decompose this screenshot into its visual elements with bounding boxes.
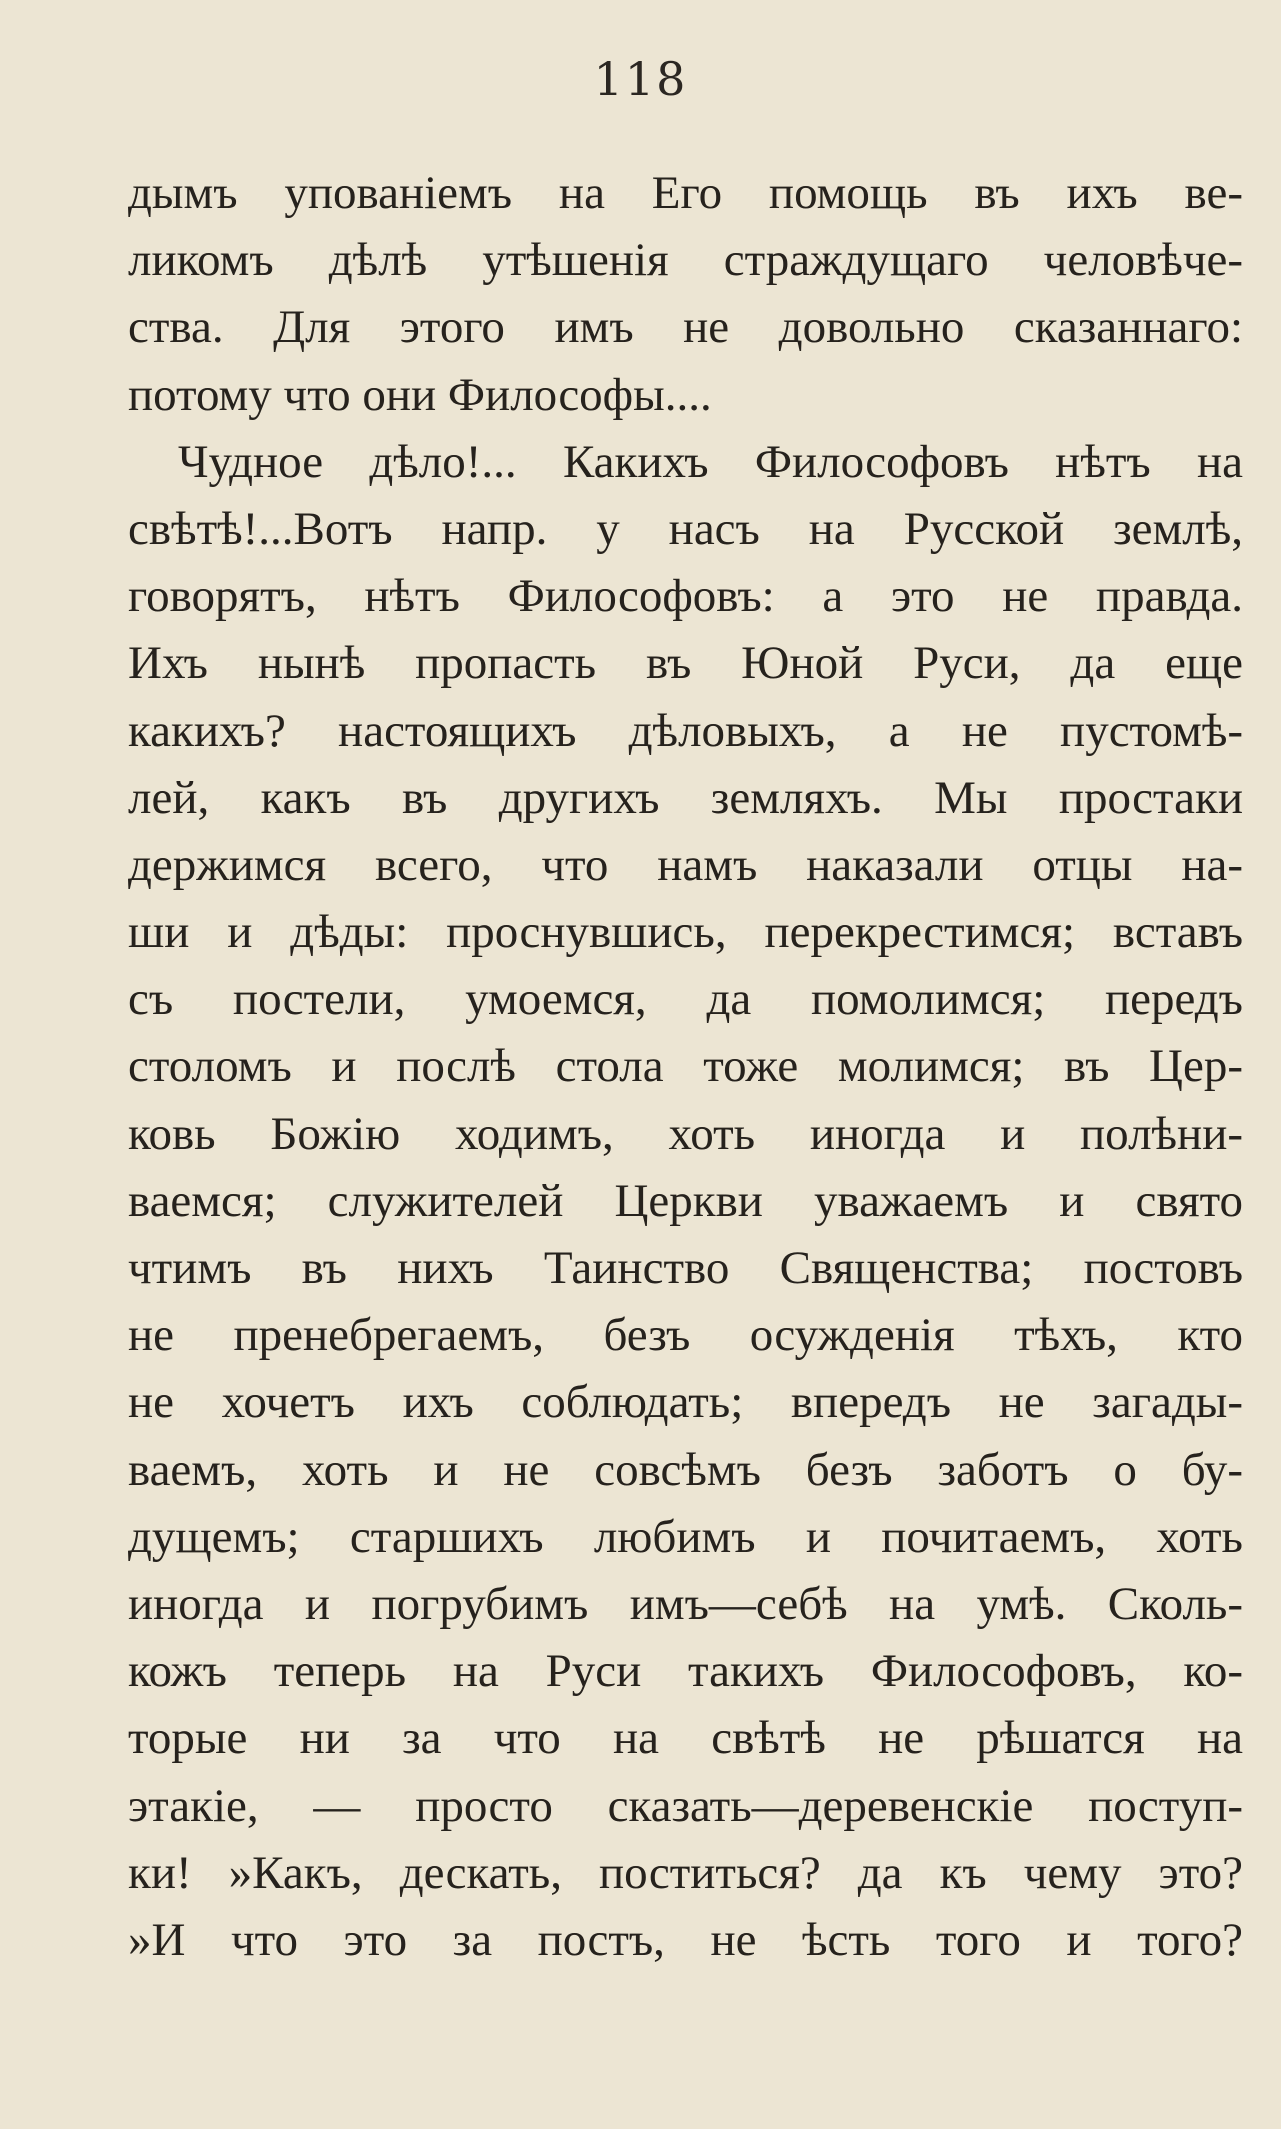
body-text: [128, 160, 1243, 1974]
text-line: столомъ и послѣ стола тоже молимся; въ Цер-: [128, 1040, 1243, 1093]
text-line: ваемъ, хоть и не совсѣмъ безъ заботъ о бу-: [128, 1443, 1243, 1496]
text-line: ваемся; служителей Церкви уважаемъ и свято: [128, 1174, 1243, 1227]
text-line: торые ни за что на свѣтѣ не рѣшатся на: [128, 1712, 1243, 1765]
text-line: потому что они Философы....: [128, 368, 712, 421]
text-line: ства. Для этого имъ не довольно сказаннаго:: [128, 301, 1243, 354]
text-line: кожъ теперь на Руси такихъ Философовъ, ко-: [128, 1645, 1243, 1698]
paragraph-start-line: Чудное дѣло!... Какихъ Философовъ нѣтъ на: [178, 435, 1243, 488]
text-line: ковь Божію ходимъ, хоть иногда и полѣни-: [128, 1107, 1243, 1160]
text-line: дущемъ; старшихъ любимъ и почитаемъ, хоть: [128, 1510, 1243, 1563]
text-line: иногда и погрубимъ имъ—себѣ на умѣ. Сколь-: [128, 1577, 1243, 1630]
text-line: дымъ упованіемъ на Его помощь въ ихъ ве-: [128, 167, 1243, 219]
text-line: держимся всего, что намъ наказали отцы на-: [128, 838, 1243, 891]
text-line: »И что это за постъ, не ѣсть того и того?: [128, 1913, 1243, 1966]
text-line: этакіе, — просто сказать—деревенскіе поступ-: [128, 1779, 1243, 1832]
text-line: говорятъ, нѣтъ Философовъ: а это не правда.: [128, 570, 1243, 623]
text-line: какихъ? настоящихъ дѣловыхъ, а не пустомѣ-: [128, 704, 1243, 757]
text-line: Ихъ нынѣ пропасть въ Юной Руси, да еще: [128, 637, 1243, 690]
page-number: 118: [593, 52, 688, 106]
text-line: ши и дѣды: проснувшись, перекрестимся; вставъ: [128, 906, 1243, 959]
text-line: ликомъ дѣлѣ утѣшенія страждущаго человѣче-: [128, 234, 1243, 287]
text-line: не пренебрегаемъ, безъ осужденія тѣхъ, кто: [128, 1309, 1243, 1362]
text-line: съ постели, умоемся, да помолимся; передъ: [128, 973, 1243, 1026]
text-line: ки! »Какъ, дескать, поститься? да къ чему это?: [128, 1846, 1243, 1899]
text-line: не хочетъ ихъ соблюдать; впередъ не загады-: [128, 1376, 1243, 1429]
text-line: свѣтѣ!...Вотъ напр. у насъ на Русской землѣ,: [128, 502, 1243, 555]
text-line: лей, какъ въ другихъ земляхъ. Мы простаки: [128, 771, 1243, 824]
text-line: чтимъ въ нихъ Таинство Священства; постовъ: [128, 1242, 1243, 1294]
